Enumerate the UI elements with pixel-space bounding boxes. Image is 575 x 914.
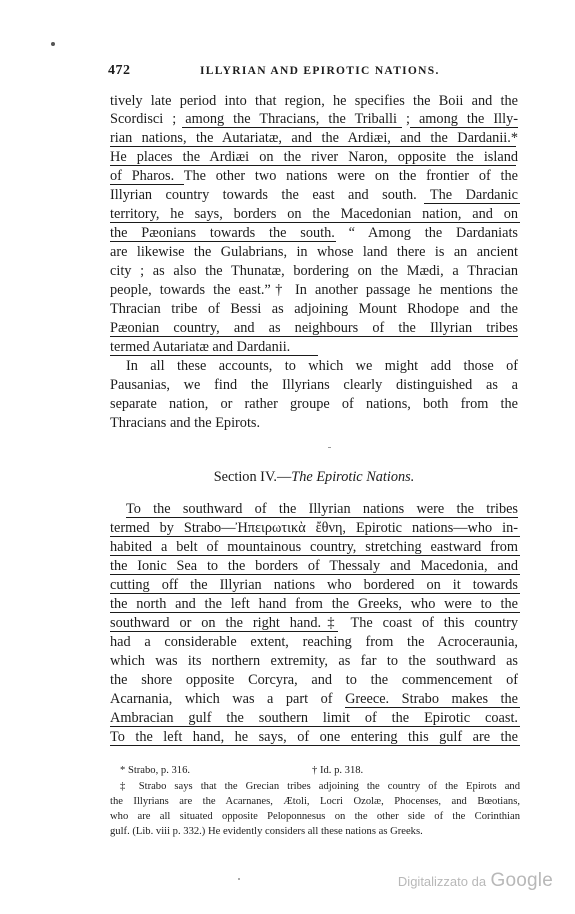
underline-mark bbox=[110, 631, 338, 632]
text-line: Thracian tribe of Bessi as adjoining Mount Rhodope and the bbox=[110, 301, 518, 317]
text-line: rian nations, the Autariatæ, and the Ardiæi, and the Dardanii.* bbox=[110, 130, 518, 146]
text-line: are likewise the Gulabrians, in whose land there is an ancient bbox=[110, 244, 518, 260]
footnote-line: the Illyrians are the Acarnanes, Ætoli, Locri Ozolæ, Phocenses, and Bœotians, bbox=[110, 796, 520, 807]
text-line: the Pæonians towards the south. “ Among the Dardaniats bbox=[110, 225, 518, 241]
text-line: To the left hand, he says, of one entering this gulf are the bbox=[110, 729, 518, 745]
text-line: of Pharos. The other two nations were on the frontier of the bbox=[110, 168, 518, 184]
underline-mark bbox=[182, 127, 402, 128]
running-head: ILLYRIAN AND EPIROTIC NATIONS. bbox=[200, 65, 440, 77]
watermark-prefix: Digitalizzato da bbox=[397, 874, 487, 889]
text-line: tively late period into that region, he specifies the Boii and the bbox=[110, 93, 518, 109]
underline-mark bbox=[110, 222, 520, 223]
underline-mark bbox=[110, 745, 520, 746]
text-line: Ambracian gulf the southern limit of the Epirotic coast. bbox=[110, 710, 518, 726]
text-line: To the southward of the Illyrian nations were the tribes bbox=[126, 501, 518, 517]
underline-mark bbox=[110, 355, 318, 356]
underline-mark bbox=[110, 241, 336, 242]
text-line: termed Autariatæ and Dardanii. bbox=[110, 339, 291, 355]
footnote-line: gulf. (Lib. viii p. 332.) He evidently considers all these nations as Greeks. bbox=[110, 826, 423, 837]
underline-mark bbox=[110, 555, 520, 556]
text-line: Thracians and the Epirots. bbox=[110, 415, 261, 431]
text-line: which was its northern extremity, as far to the southward as bbox=[110, 653, 518, 669]
page-number: 472 bbox=[108, 63, 131, 78]
text-line: people, towards the east.”† In another passage he mentions the bbox=[110, 282, 518, 298]
text-line: the shore opposite Corcyra, and to the commencement of bbox=[110, 672, 518, 688]
section-label: Section IV.— bbox=[213, 469, 292, 485]
text-line: Pausanias, we find the Illyrians clearly distinguished as a bbox=[110, 377, 518, 393]
text-line: Acarnania, which was a part of Greece. Strabo makes the bbox=[110, 691, 518, 707]
text-line: had a considerable extent, reaching from the Acroceraunia, bbox=[110, 634, 518, 650]
ink-speck bbox=[328, 447, 331, 448]
underline-mark bbox=[110, 612, 520, 613]
text-line: Illyrian country towards the east and south. The Dardanic bbox=[110, 187, 518, 203]
underline-mark bbox=[110, 593, 520, 594]
digitization-watermark bbox=[398, 870, 553, 892]
underline-mark bbox=[110, 536, 520, 537]
underline-mark bbox=[126, 517, 518, 518]
text-line: Pæonian country, and as neighbours of the Illyrian tribes bbox=[110, 320, 518, 336]
underline-mark bbox=[110, 146, 516, 147]
section-title: The Epirotic Nations. bbox=[291, 469, 415, 485]
section-heading bbox=[110, 468, 518, 486]
page-header bbox=[108, 63, 516, 83]
text-line: He places the Ardiæi on the river Naron, opposite the island bbox=[110, 149, 518, 165]
text-line: territory, he says, borders on the Macedonian nation, and on bbox=[110, 206, 518, 222]
footnote-star: * Strabo, p. 316. bbox=[120, 765, 191, 776]
text-line: the north and the left hand from the Greeks, who were to the bbox=[110, 596, 518, 612]
text-line: Scordisci ; among the Thracians, the Triballi ; among the Illy- bbox=[110, 111, 518, 127]
text-line: separate nation, or rather groupe of nations, both from the bbox=[110, 396, 518, 412]
text-line: termed by Strabo—Ἠπειρωτικὰ ἔθνη, Epirotic nations—who in- bbox=[110, 520, 518, 536]
ink-speck bbox=[238, 878, 240, 880]
footnote-row bbox=[120, 763, 520, 778]
underline-mark bbox=[110, 336, 518, 337]
ink-speck bbox=[51, 42, 55, 46]
text-line: cutting off the Illyrian nations who bordered on it towards bbox=[110, 577, 518, 593]
text-line: In all these accounts, to which we might add those of bbox=[126, 358, 518, 374]
underline-mark bbox=[424, 203, 520, 204]
footnote-line: ‡ Strabo says that the Grecian tribes adjoining the country of the Epirots and bbox=[120, 781, 520, 792]
footnote-line: who are all situated opposite Peloponnesus on the other side of the Corinthian bbox=[110, 811, 520, 822]
underline-mark bbox=[110, 574, 520, 575]
underline-mark bbox=[410, 127, 518, 128]
text-line: the Ionic Sea to the borders of Thessaly and Macedonia, and bbox=[110, 558, 518, 574]
text-line: city ; as also the Thunatæ, bordering on the Mædi, a Thracian bbox=[110, 263, 518, 279]
underline-mark bbox=[345, 707, 520, 708]
footnote-dagger: † Id. p. 318. bbox=[312, 765, 364, 776]
text-line: habited a belt of mountainous country, stretching eastward from bbox=[110, 539, 518, 555]
text-line: southward or on the right hand.‡ The coast of this country bbox=[110, 615, 518, 631]
underline-mark bbox=[110, 165, 516, 166]
underline-mark bbox=[110, 726, 520, 727]
watermark-brand: Google bbox=[490, 870, 553, 891]
underline-mark bbox=[110, 184, 184, 185]
